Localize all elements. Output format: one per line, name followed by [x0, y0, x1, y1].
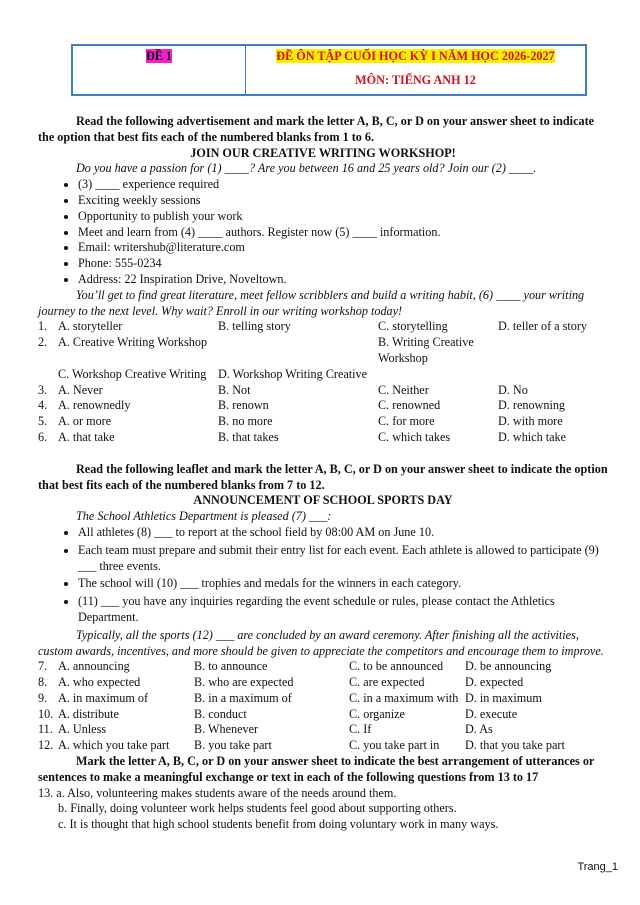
option-b: B. that takes — [218, 429, 279, 444]
part1-instruction: Read the following advertisement and mark the letter A, B, C, or D on your answer sheet to indicate the option that best fits each of the numbered blanks from 1 to 6. — [38, 114, 595, 144]
part2-heading: ANNOUNCEMENT OF SCHOOL SPORTS DAY — [193, 493, 453, 508]
option-b: B. to announce — [194, 659, 268, 674]
option-d: D. that you take part — [465, 738, 565, 753]
header-left-cell — [73, 46, 246, 94]
part2-closing: Typically, all the sports (12) ___ are concluded by an award ceremony. After finishing all the activities, custom awards, incentives, and more should be given to appreciate the competitors and encourage them to improve. — [38, 627, 604, 658]
option-c: C. to be announced — [349, 659, 444, 674]
part3-instruction: Mark the letter A, B, C, or D on your answer sheet to indicate the best arrangement of utterances or sentences to make a meaningful exchange or text in each of the following questions from 13 to 17 — [38, 754, 595, 784]
option-n: 2. — [38, 335, 48, 350]
option-n — [38, 367, 58, 383]
list-item: • All athletes (8) ___ to report at the school field by 08:00 AM on June 10. — [78, 525, 608, 541]
part2-intro: The School Athletics Department is pleased (7) ___: — [76, 509, 332, 524]
question-row — [38, 430, 608, 446]
option-b: B. in a maximum of — [194, 690, 292, 705]
list-item: • The school will (10) ___ trophies and medals for the winners in each category. — [78, 576, 608, 592]
option-a: A. or more — [58, 414, 112, 429]
part1-bullets — [38, 177, 608, 288]
option-c: B. Writing Creative Workshop — [378, 335, 474, 365]
option-c: C. in a maximum with — [349, 690, 459, 705]
question-row — [38, 319, 608, 335]
option-c: C. are expected — [349, 675, 425, 690]
option-b: B. Whenever — [194, 722, 259, 737]
option-n: 6. — [38, 429, 48, 444]
option-a: A. announcing — [58, 659, 130, 674]
option-a: A. Never — [58, 382, 103, 397]
option-b — [218, 335, 378, 367]
option-n: 7. — [38, 659, 48, 674]
option-c: C. storytelling — [378, 319, 448, 334]
part1-questions — [38, 319, 608, 445]
option-c: C. organize — [349, 706, 405, 721]
option-b: B. who are expected — [194, 675, 294, 690]
question-row — [38, 659, 608, 675]
header-right-cell — [246, 46, 585, 94]
option-d: D. which take — [498, 429, 567, 444]
part1-heading: JOIN OUR CREATIVE WRITING WORKSHOP! — [190, 145, 456, 160]
option-d: D. with more — [498, 414, 563, 429]
question-row — [38, 383, 608, 399]
option-d — [498, 335, 608, 367]
part1-closing: You’ll get to find great literature, meet fellow scribblers and build a writing habit, (6) ____ your writing journey to the next level. Why wait? Enroll in our writing workshop today! — [38, 287, 585, 318]
document-body — [38, 114, 608, 833]
option-a: A. in maximum of — [58, 690, 149, 705]
option-c — [378, 367, 498, 383]
option-c: C. for more — [378, 414, 435, 429]
page-number: Trang_1 — [577, 861, 618, 873]
option-a: A. storyteller — [58, 319, 123, 334]
list-item: • Exciting weekly sessions — [78, 193, 608, 209]
list-item: • Phone: 555-0234 — [78, 256, 608, 272]
option-d: D. As — [465, 722, 493, 737]
list-item: • (3) ____ experience required — [78, 177, 608, 193]
question-row — [38, 738, 608, 754]
question-row — [38, 335, 608, 367]
question-row — [38, 691, 608, 707]
exam-subject: MÔN: TIẾNG ANH 12 — [355, 72, 476, 87]
exam-number: ĐỀ 1 — [145, 49, 173, 63]
option-a: A. which you take part — [58, 738, 170, 753]
list-item: • Email: writershub@literature.com — [78, 240, 608, 256]
option-d: D. renowning — [498, 398, 566, 413]
option-a: C. Workshop Creative Writing — [58, 366, 207, 381]
part2-bullets — [38, 525, 608, 626]
question-row — [38, 722, 608, 738]
exam-title: ĐỀ ÔN TẬP CUỐI HỌC KỲ I NĂM HỌC 2026-2027 — [276, 49, 555, 63]
list-item: • Meet and learn from (4) ____ authors. Register now (5) ____ information. — [78, 225, 608, 241]
option-a: A. that take — [58, 429, 115, 444]
question-row — [38, 414, 608, 430]
option-a: A. Unless — [58, 722, 107, 737]
header-box — [71, 44, 587, 96]
option-n: 1. — [38, 319, 48, 334]
question-13-line-a: 13. a. Also, volunteering makes students aware of the needs around them. — [38, 785, 397, 800]
option-d: D. expected — [465, 675, 524, 690]
part2-instruction: Read the following leaflet and mark the letter A, B, C, or D on your answer sheet to indicate the option that best fits each of the numbered blanks from 7 to 12. — [38, 461, 608, 492]
option-n: 11. — [38, 722, 53, 737]
option-d: D. in maximum — [465, 690, 542, 705]
option-b: B. you take part — [194, 738, 272, 753]
option-d: D. execute — [465, 706, 518, 721]
option-b: B. conduct — [194, 706, 247, 721]
option-a: A. who expected — [58, 675, 141, 690]
option-b: B. renown — [218, 398, 269, 413]
option-b: B. no more — [218, 414, 273, 429]
part1-intro: Do you have a passion for (1) ____? Are you between 16 and 25 years old? Join our (2) ____. — [76, 161, 537, 176]
option-c: C. Neither — [378, 382, 429, 397]
part2-questions — [38, 659, 608, 754]
option-d: D. be announcing — [465, 659, 552, 674]
option-c: C. which takes — [378, 429, 451, 444]
option-a: A. distribute — [58, 706, 119, 721]
option-n: 8. — [38, 675, 48, 690]
option-n: 12. — [38, 738, 54, 753]
list-item: • Opportunity to publish your work — [78, 209, 608, 225]
question-row — [38, 707, 608, 723]
option-b: D. Workshop Writing Creative — [218, 366, 368, 381]
option-d: D. teller of a story — [498, 319, 588, 334]
option-c: C. If — [349, 722, 372, 737]
option-a: A. Creative Writing Workshop — [58, 335, 208, 350]
list-item: • Address: 22 Inspiration Drive, Noveltown. — [78, 272, 608, 288]
option-d: D. No — [498, 382, 528, 397]
option-d — [498, 367, 608, 383]
question-row — [38, 367, 608, 383]
option-n: 5. — [38, 414, 48, 429]
option-n: 10. — [38, 706, 54, 721]
question-row — [38, 398, 608, 414]
option-n: 9. — [38, 690, 48, 705]
option-c: C. renowned — [378, 398, 441, 413]
question-13-line-b: b. Finally, doing volunteer work helps students feel good about supporting others. — [58, 801, 457, 816]
option-c: C. you take part in — [349, 738, 440, 753]
option-b: B. telling story — [218, 319, 291, 334]
option-n: 4. — [38, 398, 48, 413]
question-13-line-c: c. It is thought that high school students benefit from doing voluntary work in many ways. — [58, 817, 499, 832]
option-n: 3. — [38, 382, 48, 397]
question-row — [38, 675, 608, 691]
list-item: • Each team must prepare and submit their entry list for each event. Each athlete is allowed to participate (9) ___ three events. — [78, 543, 608, 575]
option-a: A. renownedly — [58, 398, 131, 413]
option-b: B. Not — [218, 382, 251, 397]
list-item: • (11) ___ you have any inquiries regarding the event schedule or rules, please contact the Athletics Department. — [78, 594, 608, 626]
